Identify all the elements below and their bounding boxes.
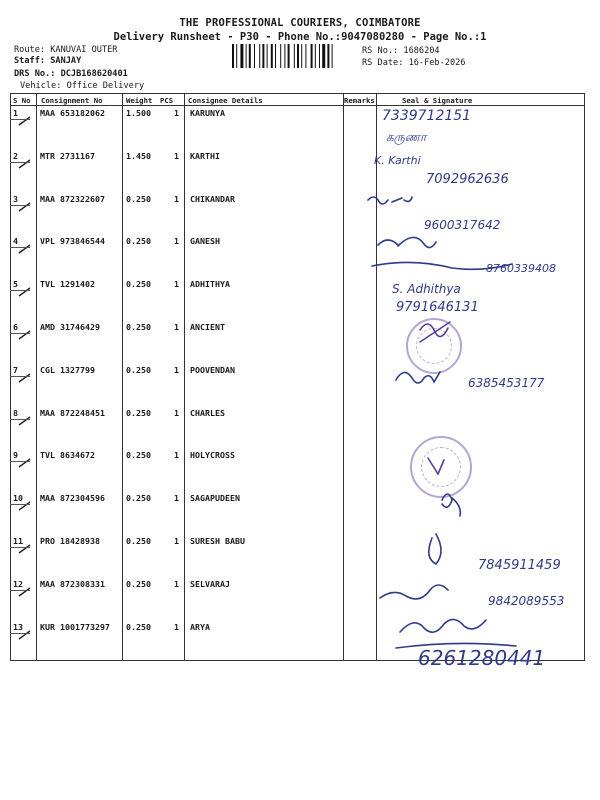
barcode-bar — [288, 44, 290, 68]
row-consignment-no: VPL 973846544 — [40, 236, 105, 247]
row-sno: 13 — [13, 621, 23, 632]
row-pcs: 1 — [174, 364, 179, 375]
row-weight: 0.250 — [126, 450, 151, 461]
signature-row13 — [400, 619, 486, 632]
sno-underline — [10, 419, 30, 420]
handwritten-phone-row5: 9791646131 — [396, 300, 479, 315]
barcode-bar — [284, 44, 285, 68]
row-consignment-no: TVL 8634672 — [40, 450, 95, 461]
header-weight: Weight — [126, 96, 153, 105]
tick-mark-icon — [18, 159, 32, 169]
barcode-bar — [327, 44, 329, 68]
handwritten-phone-row12: 9842089553 — [488, 594, 565, 608]
row-weight: 0.250 — [126, 193, 151, 204]
rs-number: RS No.: 1686204 — [362, 46, 440, 56]
tick-mark-icon — [18, 458, 32, 468]
handwritten-phone-row11: 7845911459 — [478, 558, 561, 573]
tick-mark-icon — [18, 373, 32, 383]
row-weight: 1.500 — [126, 108, 151, 118]
handwritten-phone-row3: 9600317642 — [424, 218, 501, 232]
col-border-pcs — [184, 93, 185, 660]
row-pcs: 1 — [174, 236, 179, 247]
row-consignment-no: TVL 1291402 — [40, 279, 95, 290]
row-sno: 2 — [13, 150, 18, 161]
barcode-bar — [297, 44, 299, 68]
barcode-bar — [301, 44, 302, 68]
row-sno: 7 — [13, 364, 18, 375]
handwritten-name-row5: S. Adhithya — [392, 282, 461, 296]
row-consignment-no: MAA 872308331 — [40, 578, 105, 589]
sno-underline — [10, 376, 30, 377]
barcode-bar — [267, 44, 268, 68]
sno-underline — [10, 590, 30, 591]
vehicle-label: Vehicle: Office Delivery — [20, 81, 145, 91]
tick-mark-icon — [18, 501, 32, 511]
row-sno: 8 — [13, 407, 18, 418]
handwritten-phone-row2: 7092962636 — [426, 172, 509, 187]
sno-underline — [10, 247, 30, 248]
row-consignee: HOLYCROSS — [190, 450, 235, 461]
header-sno: S No — [13, 96, 31, 105]
sno-underline — [10, 290, 30, 291]
tick-mark-icon — [18, 116, 32, 126]
barcode-bar — [259, 44, 260, 68]
row-sno: 12 — [13, 578, 23, 589]
barcode-bar — [271, 44, 273, 68]
stamp-inner-ring — [416, 328, 452, 364]
row-consignment-no: PRO 18428938 — [40, 536, 100, 546]
barcode-bar — [322, 44, 325, 68]
tick-mark-icon — [18, 287, 32, 297]
sno-underline — [10, 547, 30, 548]
row-sno: 4 — [13, 236, 18, 247]
row-consignee: GANESH — [190, 236, 220, 247]
row-sno: 10 — [13, 493, 23, 504]
header-consignment: Consignment No — [41, 96, 103, 105]
sno-underline — [10, 119, 30, 120]
row-weight: 1.450 — [126, 150, 151, 161]
row-pcs: 1 — [174, 322, 179, 332]
row-consignee: ADHITHYA — [190, 279, 230, 290]
barcode-bar — [332, 44, 333, 68]
row-pcs: 1 — [174, 536, 179, 546]
row-weight: 0.250 — [126, 407, 151, 418]
sno-underline — [10, 162, 30, 163]
handwritten-phone-row4: 8760339408 — [486, 262, 556, 275]
row-consignee: SELVARAJ — [190, 578, 230, 589]
courier-stamp-row9 — [410, 436, 472, 498]
tick-mark-icon — [18, 630, 32, 640]
row-consignee: ANCIENT — [190, 322, 225, 332]
col-border-right — [584, 93, 585, 660]
barcode-bar — [236, 44, 237, 68]
row-weight: 0.250 — [126, 493, 151, 504]
signature-row4 — [378, 237, 436, 247]
row-consignment-no: MAA 872322607 — [40, 193, 105, 204]
document-subtitle: Delivery Runsheet - P30 - Phone No.:9047080280 - Page No.:1 — [113, 31, 487, 43]
row-weight: 0.250 — [126, 364, 151, 375]
row-consignee: ARYA — [190, 621, 210, 632]
barcode — [232, 44, 356, 68]
header-seal-signature: Seal & Signature — [402, 96, 473, 105]
row-pcs: 1 — [174, 578, 179, 589]
tick-mark-icon — [18, 587, 32, 597]
tick-mark-icon — [18, 544, 32, 554]
tick-mark-icon — [18, 416, 32, 426]
route-label: Route: KANUVAI OUTER — [14, 45, 118, 55]
staff-label: Staff: SANJAY — [14, 56, 82, 66]
stamp-inner-ring — [421, 447, 461, 487]
row-pcs: 1 — [174, 279, 179, 290]
handwritten-phone-row13: 6261280441 — [418, 646, 546, 670]
barcode-bar — [249, 44, 251, 68]
barcode-bar — [254, 44, 255, 68]
row-sno: 11 — [13, 536, 23, 546]
handwritten-name-row2: K. Karthi — [374, 154, 421, 167]
tick-mark-icon — [18, 330, 32, 340]
barcode-bar — [262, 44, 264, 68]
header-pcs: PCS — [160, 96, 174, 105]
barcode-bar — [232, 44, 234, 68]
row-consignment-no: MAA 872248451 — [40, 407, 105, 418]
sno-underline — [10, 205, 30, 206]
row-consignee: CHIKANDAR — [190, 193, 235, 204]
barcode-bar — [246, 44, 247, 68]
row-weight: 0.250 — [126, 536, 151, 546]
barcode-bar — [280, 44, 281, 68]
row-pcs: 1 — [174, 407, 179, 418]
barcode-bar — [275, 44, 276, 68]
courier-stamp-row6 — [406, 318, 462, 374]
row-pcs: 1 — [174, 621, 179, 632]
col-border-remarks — [376, 93, 377, 660]
row-consignee: KARUNYA — [190, 108, 225, 118]
row-sno: 3 — [13, 193, 18, 204]
document-title: THE PROFESSIONAL COURIERS, COIMBATORE — [179, 17, 421, 29]
row-pcs: 1 — [174, 150, 179, 161]
row-sno: 1 — [13, 108, 18, 118]
row-pcs: 1 — [174, 450, 179, 461]
signature-row3 — [368, 197, 412, 204]
sno-underline — [10, 504, 30, 505]
row-consignment-no: MAA 872304596 — [40, 493, 105, 504]
row-pcs: 1 — [174, 493, 179, 504]
row-consignee: POOVENDAN — [190, 364, 235, 375]
barcode-bar — [305, 44, 306, 68]
sno-underline — [10, 333, 30, 334]
row-pcs: 1 — [174, 193, 179, 204]
handwritten-name-row1: கருணா — [386, 130, 427, 144]
col-border-consignment — [122, 93, 123, 660]
rs-date: RS Date: 16-Feb-2026 — [362, 58, 466, 68]
row-consignee: SURESH BABU — [190, 536, 245, 546]
row-weight: 0.250 — [126, 322, 151, 332]
row-weight: 0.250 — [126, 279, 151, 290]
row-sno: 6 — [13, 322, 18, 332]
row-weight: 0.250 — [126, 236, 151, 247]
table-header-rule — [10, 105, 585, 106]
row-consignment-no: KUR 1001773297 — [40, 621, 110, 632]
row-pcs: 1 — [174, 108, 179, 118]
row-consignment-no: MTR 2731167 — [40, 150, 95, 161]
handwritten-phone-row1: 7339712151 — [382, 108, 472, 124]
header-remarks: Remarks — [344, 96, 375, 105]
table-top-rule — [10, 93, 585, 94]
col-border-consignee — [343, 93, 344, 660]
header-consignee: Consignee Details — [188, 96, 263, 105]
col-border-sno — [36, 93, 37, 660]
row-consignment-no: MAA 653182062 — [40, 108, 105, 118]
signature-row12 — [380, 585, 448, 599]
signature-row11 — [429, 534, 441, 564]
row-consignee: CHARLES — [190, 407, 225, 418]
handwritten-phone-row7: 6385453177 — [468, 376, 545, 390]
row-weight: 0.250 — [126, 621, 151, 632]
tick-mark-icon — [18, 244, 32, 254]
row-consignee: KARTHI — [190, 150, 220, 161]
barcode-bar — [311, 44, 313, 68]
barcode-bar — [319, 44, 320, 68]
barcode-bar — [294, 44, 295, 68]
row-weight: 0.250 — [126, 578, 151, 589]
barcode-bar — [315, 44, 316, 68]
row-consignment-no: CGL 1327799 — [40, 364, 95, 375]
row-sno: 5 — [13, 279, 18, 290]
row-consignee: SAGAPUDEEN — [190, 493, 240, 504]
sno-underline — [10, 461, 30, 462]
tick-mark-icon — [18, 202, 32, 212]
row-consignment-no: AMD 31746429 — [40, 322, 100, 332]
sno-underline — [10, 633, 30, 634]
barcode-bar — [240, 44, 243, 68]
row-sno: 9 — [13, 450, 18, 461]
drs-number: DRS No.: DCJB168620401 — [14, 69, 128, 79]
